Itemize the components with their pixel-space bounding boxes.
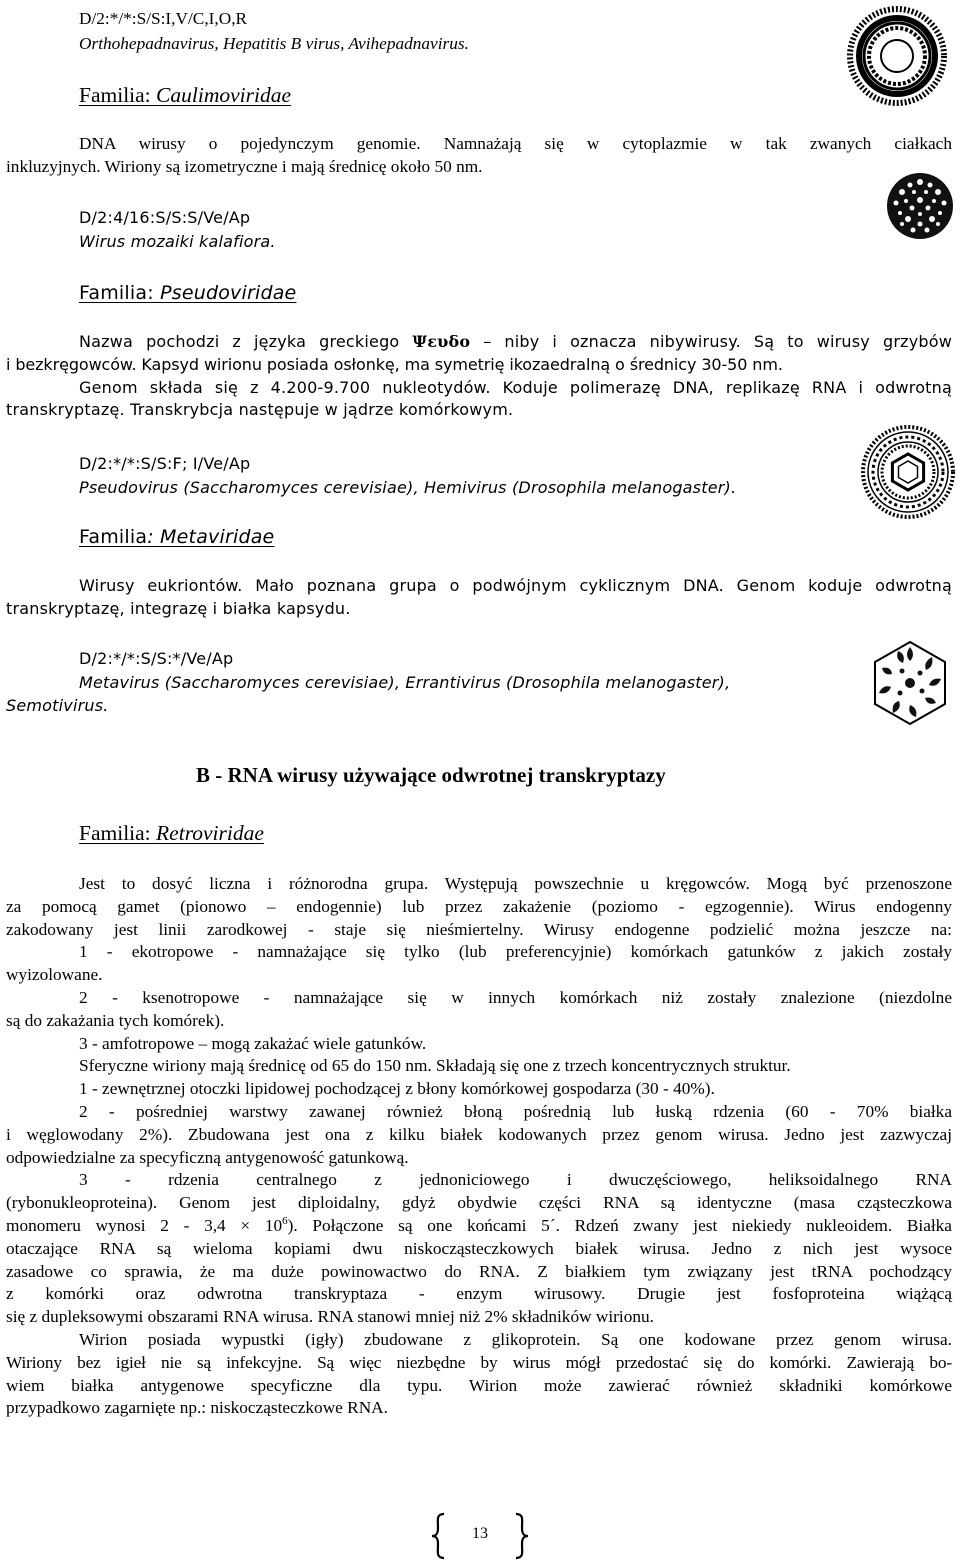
text-line: DNA wirusy o pojedynczym genomie. Namnażają się w cytoplazmie w tak zwanych ciałkach <box>79 134 952 153</box>
retroviridae-body <box>6 873 952 1420</box>
section-b-heading: B - RNA wirusy używające odwrotnej transkryptazy <box>196 763 666 787</box>
text-span: – niby i oznacza nibywirusy. Są to wirusy grzybów <box>470 332 952 351</box>
text-line: zasadowe co sprawia, że ma duże powinowactwo do RNA. Z białkiem tym związany jest tRNA pochodzący <box>6 1261 952 1281</box>
metaviridae-species-line1: Metavirus (Saccharomyces cerevisiae), Errantivirus (Drosophila melanogaster), <box>79 673 731 692</box>
family-name: : Metaviridae <box>147 526 275 548</box>
family-label: Familia: <box>79 282 161 304</box>
text-line: inkluzyjnych. Wiriony są izometryczne i mają średnicę około 50 nm. <box>6 156 483 176</box>
text-line: 2 - ksenotropowe - namnażające się w innych komórkach niż zostały znalezione (niezdolne <box>79 987 952 1007</box>
family-label: Familia <box>79 526 148 548</box>
caulimoviridae-description <box>6 133 952 179</box>
metaviridae-species-line2: Semotivirus. <box>6 696 109 715</box>
superscript-exponent: 6 <box>282 1215 288 1228</box>
page-number: 13 <box>472 1525 488 1542</box>
pseudoviridae-heading <box>79 282 296 304</box>
hepadnaviridae-code: D/2:*/*:S/S:I,V/C,I,O,R <box>79 9 248 28</box>
family-name: Caulimoviridae <box>156 83 292 107</box>
text-line: i bezkręgowców. Kapsyd wirionu posiada osłonkę, ma symetrię ikozaedralną o średnicy 30-50 nm. <box>6 354 783 374</box>
text-line: wiem białka antygenowe specyficzne dla typu. Wirion może zawierać również składniki komórkowe <box>6 1375 952 1395</box>
text-line: Genom składa się z 4.200-9.700 nukleotydów. Koduje polimerazę DNA, replikazę RNA i odwrotną <box>79 377 952 397</box>
text-span: ). Połączone są one końcami 5´. Rdzeń zwany jest niekiedy nukleoidem. Białka <box>287 1215 952 1235</box>
text-line: Wirion posiada wypustki (igły) zbudowane z glikoprotein. Są one kodowane przez genom wirusa. <box>79 1329 952 1349</box>
hepadnavirus-virion-icon <box>838 6 956 106</box>
family-name: Retroviridae <box>156 821 264 845</box>
text-line: z komórki oraz odwrotna transkryptaza - enzym wirusowy. Drugie jest fosfoproteina wiążącą <box>6 1284 952 1304</box>
pseudoviridae-species: Pseudovirus (Saccharomyces cerevisiae), Hemivirus (Drosophila melanogaster). <box>79 478 737 497</box>
text-line: transkryptazę, integrazę i białka kapsydu. <box>6 598 351 618</box>
text-line: Jest to dosyć liczna i różnorodna grupa. Występują powszechnie u kręgowców. Mogą być przenoszone <box>79 874 952 893</box>
text-line: 3 - amfotropowe – mogą zakażać wiele gatunków. <box>79 1033 427 1053</box>
caulimoviridae-species: Wirus mozaiki kalafiora. <box>79 232 276 251</box>
metaviridae-code: D/2:*/*:S/S:*/Ve/Ap <box>79 649 234 668</box>
text-line <box>6 1215 952 1238</box>
family-label: Familia: <box>79 821 157 845</box>
text-line: są do zakażania tych komórek). <box>6 1010 225 1030</box>
text-line: i węglowodany 2%). Zbudowana jest ona z kilku białek kodowanych przez genom wirusa. Jedno jest zazwyczaj <box>6 1124 952 1144</box>
text-span: Nazwa pochodzi z języka greckiego <box>79 332 413 351</box>
pseudovirus-virion-icon <box>858 424 958 520</box>
text-line: się z dupleksowymi obszarami RNA wirusa. RNA stanowi mniej niż 2% składników wirionu. <box>6 1307 654 1327</box>
caulimoviridae-code: D/2:4/16:S/S:S/Ve/Ap <box>79 208 251 227</box>
metavirus-virion-icon <box>864 640 956 726</box>
text-line: Wirusy eukriontów. Mało poznana grupa o podwójnym cyklicznym DNA. Genom koduje odwrotną <box>79 576 952 595</box>
metaviridae-heading <box>79 526 274 548</box>
text-line: 1 - ekotropowe - namnażające się tylko (lub preferencyjnie) komórkach gatunków z jakich zostały <box>79 942 952 962</box>
text-line: przypadkowo zagarnięte np.: niskocząsteczkowe RNA. <box>6 1398 388 1418</box>
text-line: 2 - pośredniej warstwy zawanej również błoną pośrednią lub łuską rdzenia (60 - 70% białka <box>79 1101 952 1121</box>
hepadnaviridae-genera: Orthohepadnavirus, Hepatitis B virus, Avihepadnavirus. <box>79 34 469 53</box>
text-line: Sferyczne wiriony mają średnicę od 65 do 150 nm. Składają się one z trzech koncentrycznych struktur. <box>79 1056 791 1076</box>
text-line: za pomocą gamet (pionowo – endogennie) lub przez zakażenie (poziomo - egzogennie). Wirus endogenny <box>6 896 952 916</box>
family-name: Pseudoviridae <box>160 282 297 304</box>
text-line: 3 - rdzenia centralnego z jednoniciowego i dwuczęściowego, heliksoidalnego RNA <box>79 1170 952 1190</box>
text-line: Wiriony bez igieł nie są infekcyjne. Są więc niezbędne by wirus mógł przedostać się do komórki. Zawierają bo- <box>6 1352 952 1372</box>
greek-word: Ψευδο <box>412 332 471 351</box>
text-line: odpowiedzialne za specyficzną antygenowość gatunkową. <box>6 1147 409 1167</box>
family-label: Familia: <box>79 83 157 107</box>
text-span: monomeru wynosi 2 - 3,4 × 10 <box>6 1215 283 1235</box>
text-line <box>6 331 952 354</box>
text-line: 1 - zewnętrznej otoczki lipidowej pochodzącej z błony komórkowej gospodarza (30 - 40%). <box>79 1079 715 1099</box>
cauliflower-mosaic-virus-icon <box>884 170 956 242</box>
text-line: transkryptazę. Transkrybcja następuje w jądrze komórkowym. <box>6 400 514 420</box>
retroviridae-heading <box>79 822 264 844</box>
text-line: (rybonukleoproteina). Genom jest diploidalny, gdyż obydwie części RNA są identyczne (masa cząsteczkowa <box>6 1193 952 1213</box>
text-line: zakodowany jest linii zarodkowej - staje się nieśmiertelny. Wirusy endogenne podzielić można jeszcze na: <box>6 919 952 939</box>
page-number-box <box>430 1512 530 1560</box>
pseudoviridae-description <box>6 331 952 422</box>
text-line: wyizolowane. <box>6 965 103 985</box>
metaviridae-description <box>6 575 952 621</box>
caulimoviridae-heading <box>79 84 291 106</box>
pseudoviridae-code: D/2:*/*:S/S:F; I/Ve/Ap <box>79 454 251 473</box>
text-line: otaczające RNA są wieloma kopiami dwu niskocząsteczkowych białek wirusa. Jedno z nich jest wysoce <box>6 1238 952 1258</box>
